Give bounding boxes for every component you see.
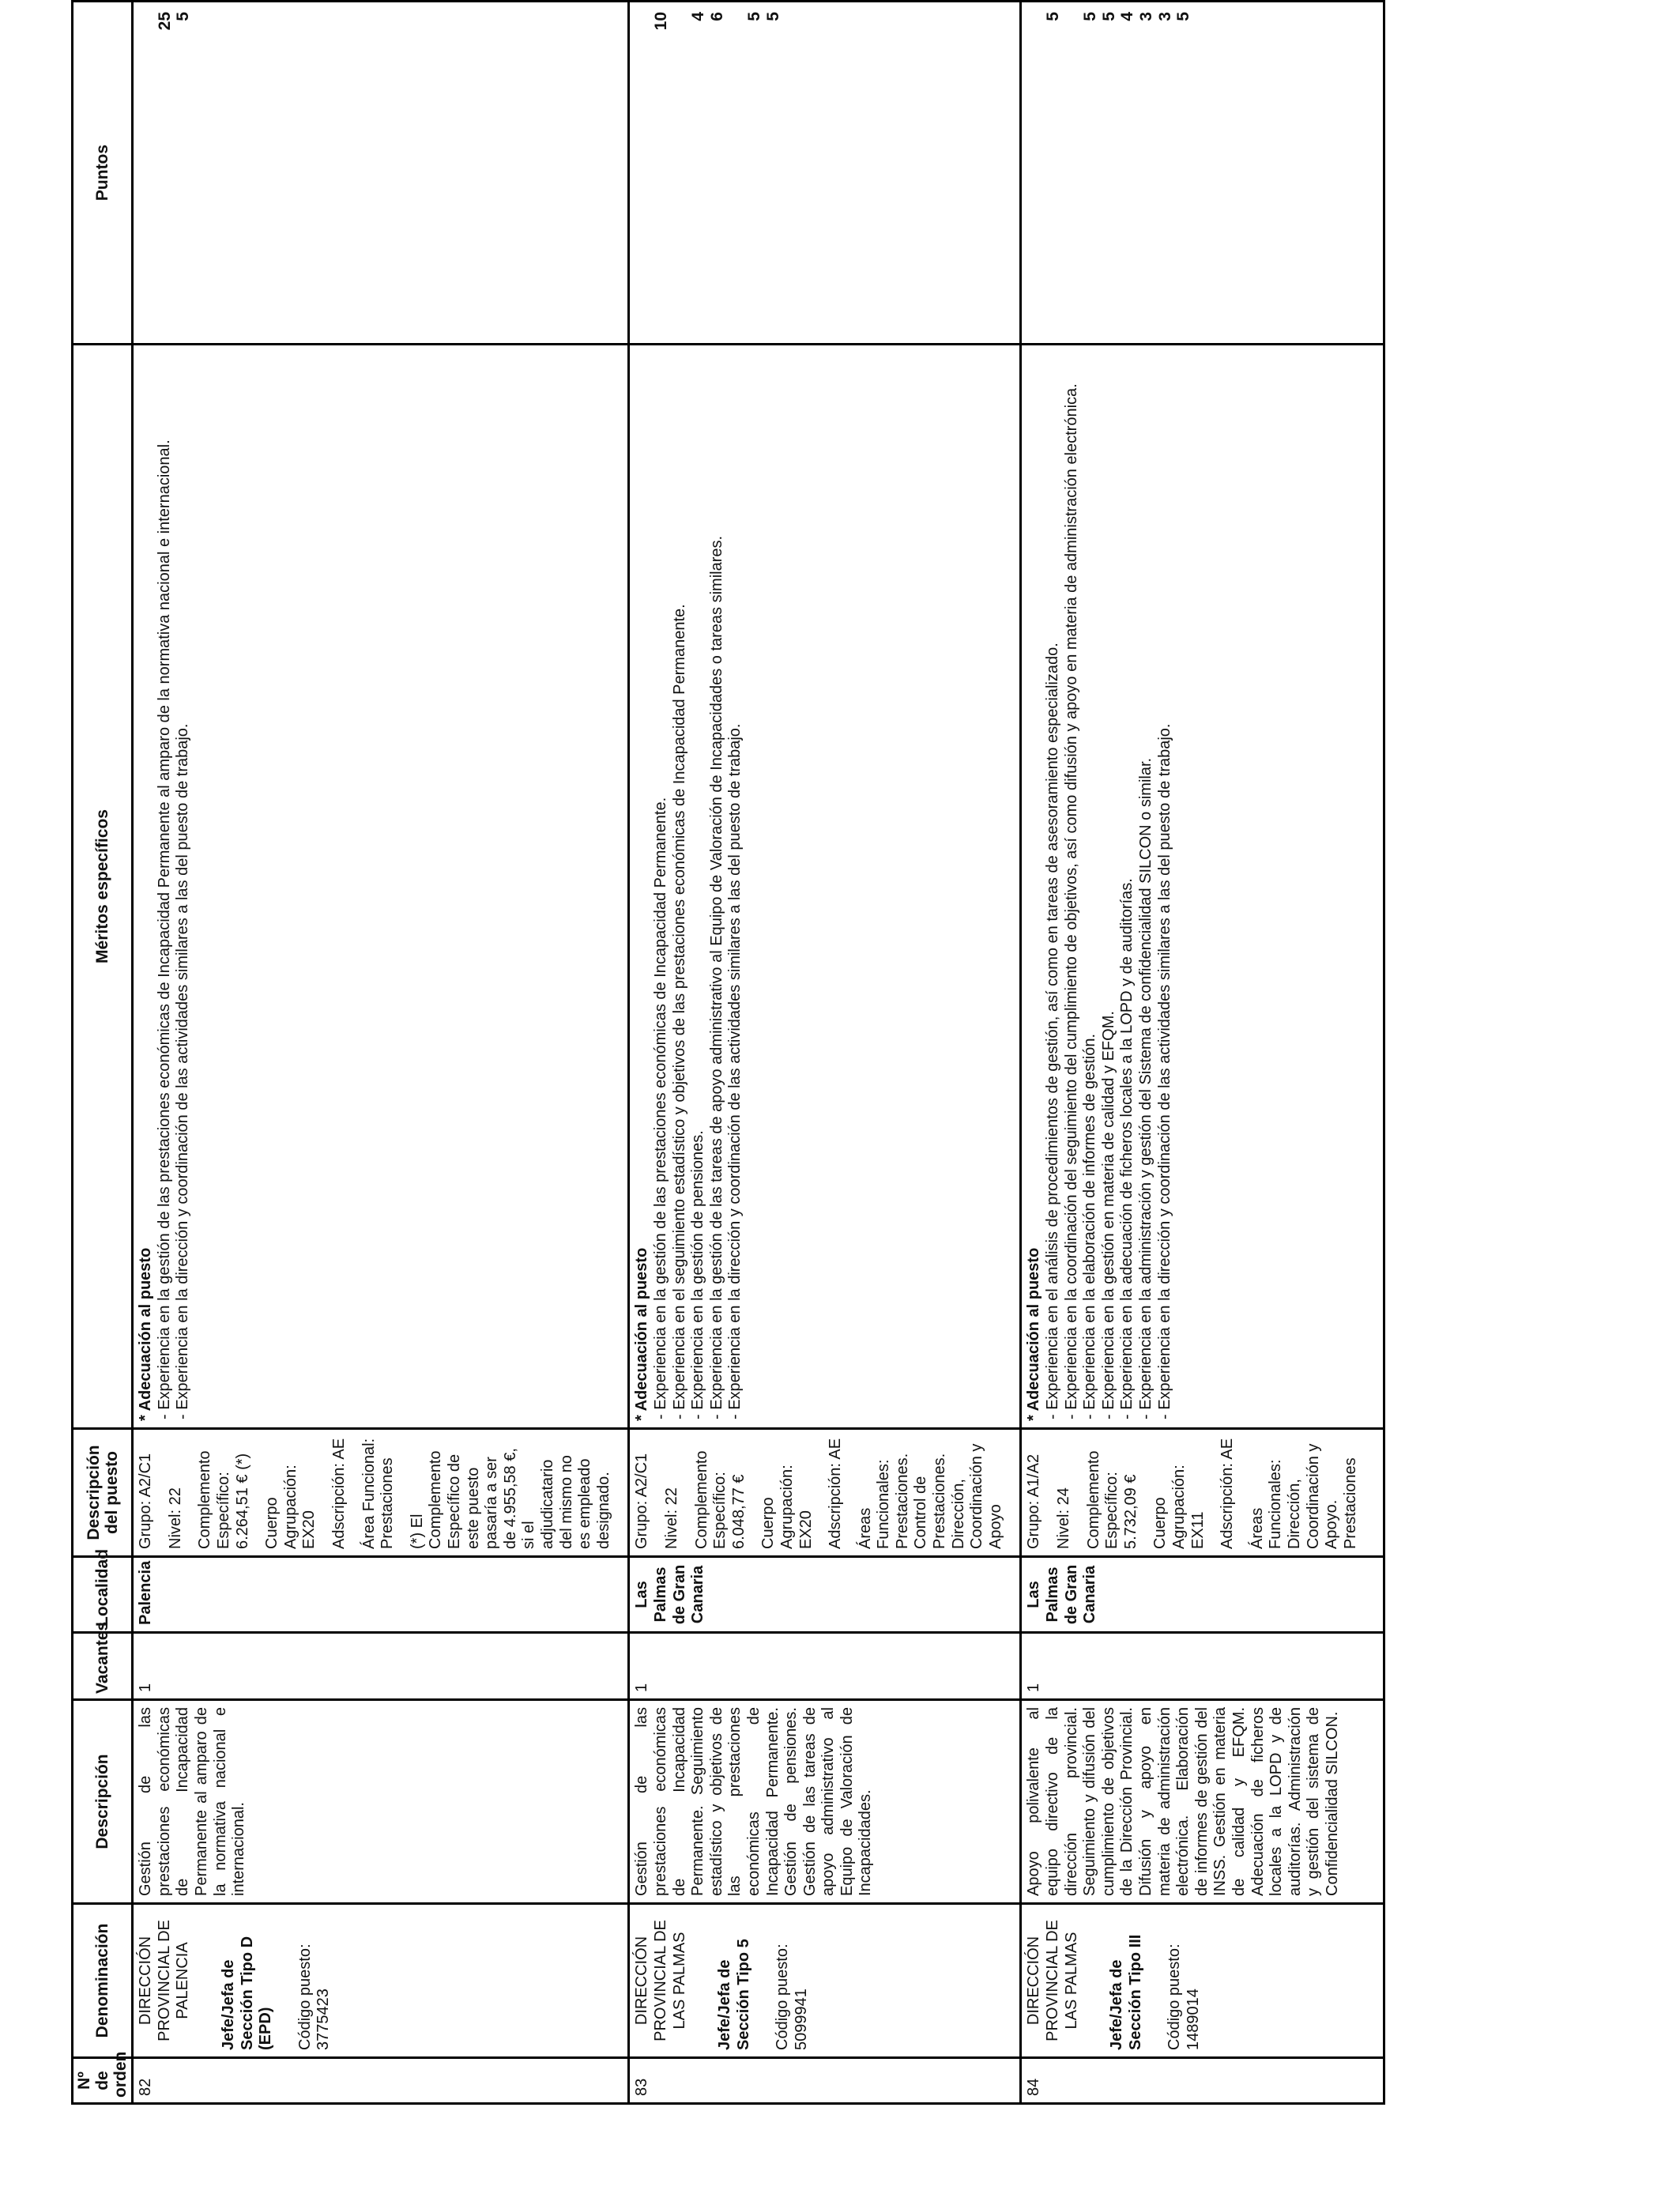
denominacion-cell (133, 1904, 629, 2058)
puntos-value: 4 (689, 12, 708, 21)
localidad-cell: Palencia (133, 1557, 629, 1633)
table-row (629, 2, 1021, 2104)
puntos-column (633, 9, 782, 337)
merito-item: - Experiencia en el seguimiento estadístico y objetivos de las prestaciones económicas de Incapacidad Permanente. (670, 604, 688, 1419)
codigo-puesto: Código puesto: 1489014 (1166, 1943, 1202, 2050)
puntos-value: 3 (1155, 12, 1174, 21)
vacantes-cell: 1 (1021, 1633, 1384, 1700)
orden-cell: 84 (1021, 2058, 1384, 2104)
header-denominacion: Denominación (73, 1904, 133, 2058)
direccion-text: DIRECCIÓN PROVINCIAL DE LAS PALMAS (1025, 1920, 1080, 2041)
descripcion-puesto-cell (133, 1429, 629, 1557)
puesto-detail: Complemento Específico: 6.264,51 € (*) (196, 1450, 251, 1549)
puntos-value: 5 (174, 12, 193, 21)
meritos-cell (1021, 345, 1384, 1429)
puntos-value: 5 (1081, 12, 1100, 21)
puesto-detail: Cuerpo Agrupación: EX20 (263, 1465, 318, 1549)
merito-item: - Experiencia en la adecuación de ficheros locales a la LOPD y de auditorías. (1118, 878, 1136, 1419)
puesto-detail: Nivel: 22 (662, 1487, 680, 1549)
meritos-cell (133, 345, 629, 1429)
vacantes-cell: 1 (629, 1633, 1021, 1700)
puntos-value: 5 (1044, 12, 1063, 21)
job-table (71, 0, 1385, 2105)
merito-item: - Experiencia en la gestión de pensiones. (689, 1130, 707, 1419)
meritos-cell (629, 345, 1021, 1429)
puntos-column (137, 9, 193, 337)
puntos-value (726, 9, 745, 12)
puesto-detail: Cuerpo Agrupación: EX11 (1151, 1465, 1207, 1549)
puntos-value: 10 (651, 12, 670, 31)
descripcion-cell: Gestión de las prestaciones económicas de Incapacidad Permanente al amparo de la normativa nacional e internacional. (133, 1700, 629, 1904)
descripcion-puesto-cell (629, 1429, 1021, 1557)
merito-item: - Experiencia en la dirección y coordinación de las actividades similares a las del puesto de trabajo. (726, 723, 744, 1419)
puntos-value (671, 9, 690, 12)
header-meritos: Méritos específicos (73, 345, 133, 1429)
table-body (133, 2, 1384, 2104)
header-descripcion: Descripción (73, 1700, 133, 1904)
puntos-column (1025, 9, 1192, 337)
puntos-value: 25 (155, 12, 174, 31)
puesto-detail: Grupo: A2/C1 (633, 1453, 651, 1549)
table-row (1021, 2, 1384, 2104)
merito-item: - Experiencia en la dirección y coordinación de las actividades similares a las del puesto de trabajo. (174, 723, 192, 1419)
descripcion-cell: Gestión de las prestaciones económicas de Incapacidad Permanente. Seguimiento estadístico y objetivos de las prestaciones económicas de Incapacidad Permanente. Gestión de pensiones. Gestión de las tareas de apoyo administrativo al Equipo de Valoración de Incapacidades. (629, 1700, 1021, 1904)
direccion-text: DIRECCIÓN PROVINCIAL DE PALENCIA (137, 1920, 192, 2041)
merito-item: - Experiencia en la gestión de las prestaciones económicas de Incapacidad Permanente al amparo de la normativa nacional e internacional. (155, 439, 173, 1419)
puesto-detail: Complemento Específico: 6.048,77 € (692, 1450, 748, 1549)
puesto-detail: Grupo: A1/A2 (1025, 1453, 1043, 1549)
puntos-cell (1021, 2, 1384, 345)
puesto-detail: Área Funcional: Prestaciones (360, 1438, 397, 1549)
meritos-heading: * Adecuación al puesto (633, 1247, 651, 1421)
rotated-sheet (71, 2, 1359, 2105)
header-localidad: Localidad (73, 1557, 133, 1633)
header-row (73, 2, 133, 2104)
puesto-detail: Adscripción: AE (827, 1438, 845, 1549)
puntos-value: 5 (763, 12, 782, 21)
jefe-title: Jefe/Jefa de Sección Tipo III (1108, 1934, 1144, 2050)
puesto-detail: Cuerpo Agrupación: EX20 (759, 1465, 815, 1549)
header-descripcion-puesto: Descripción del puesto (73, 1429, 133, 1557)
merito-item: - Experiencia en la administración y gestión del Sistema de confidencialidad SILCON o similar. (1137, 757, 1155, 1419)
orden-cell: 82 (133, 2058, 629, 2104)
puntos-value (137, 9, 156, 12)
merito-item: - Experiencia en la gestión de las prestaciones económicas de Incapacidad Permanente. (651, 797, 669, 1419)
denominacion-cell (629, 1904, 1021, 2058)
puntos-value: 6 (707, 12, 726, 21)
vacantes-cell: 1 (133, 1633, 629, 1700)
puntos-value (1063, 9, 1082, 12)
puntos-value: 5 (1174, 12, 1193, 21)
merito-item: - Experiencia en la coordinación del seguimiento del cumplimiento de objetivos, así como difusión y apoyo en materia de administración electrónica. (1062, 383, 1080, 1419)
table-row (133, 2, 629, 2104)
puesto-detail: Complemento Específico: 5.732,09 € (1084, 1450, 1139, 1549)
codigo-puesto: Código puesto: 5099941 (774, 1943, 810, 2050)
puntos-value: 3 (1137, 12, 1155, 21)
puntos-value (633, 9, 652, 12)
meritos-heading: * Adecuación al puesto (1025, 1247, 1043, 1421)
descripcion-puesto-cell (1021, 1429, 1384, 1557)
descripcion-cell: Apoyo polivalente al equipo directivo de la dirección provincial. Seguimiento y difusión del cumplimiento de objetivos de la Dirección Provincial. Difusión y apoyo en materia de administración electrónica. Elaboración de informes de gestión del INSS. Gestión en materia de calidad y EFQM. Adecuación de ficheros locales a la LOPD y de auditorías. Administración y gestión del sistema de Confidencialidad SILCON. (1021, 1700, 1384, 1904)
jefe-title: Jefe/Jefa de Sección Tipo D (EPD) (220, 1936, 275, 2050)
header-puntos: Puntos (73, 2, 133, 345)
localidad-cell: Las Palmas de Gran Canaria (629, 1557, 1021, 1633)
header-vacantes: Vacantes (73, 1633, 133, 1700)
puesto-detail: Áreas Funcionales: Dirección, Coordinación y Apoyo. Prestaciones (1248, 1443, 1359, 1549)
puntos-value: 4 (1118, 12, 1137, 21)
merito-item: - Experiencia en la dirección y coordinación de las actividades similares a las del puesto de trabajo. (1155, 723, 1173, 1419)
meritos-heading: * Adecuación al puesto (137, 1247, 155, 1421)
jefe-title: Jefe/Jefa de Sección Tipo 5 (716, 1939, 752, 2050)
puesto-detail: Nivel: 24 (1055, 1487, 1073, 1549)
puesto-detail: Adscripción: AE (1219, 1438, 1237, 1549)
denominacion-cell (1021, 1904, 1384, 2058)
merito-item: - Experiencia en la gestión en materia de calidad y EFQM. (1099, 1011, 1117, 1419)
puntos-value (1025, 9, 1044, 12)
header-orden: Nº de orden (73, 2058, 133, 2104)
puntos-value: 5 (744, 12, 763, 21)
merito-item: - Experiencia en el análisis de procedimientos de gestión, así como en tareas de asesoramiento especializado. (1044, 643, 1062, 1419)
merito-item: - Experiencia en la elaboración de informes de gestión. (1081, 1033, 1099, 1419)
codigo-puesto: Código puesto: 3775423 (296, 1943, 333, 2050)
puesto-detail: Grupo: A2/C1 (137, 1453, 155, 1549)
puntos-cell (629, 2, 1021, 345)
orden-cell: 83 (629, 2058, 1021, 2104)
puesto-detail: Nivel: 22 (166, 1487, 184, 1549)
merito-item: - Experiencia en la gestión de las tareas de apoyo administrativo al Equipo de Valoración de Incapacidades o tareas similares. (707, 535, 725, 1419)
puntos-value: 5 (1099, 12, 1118, 21)
localidad-cell: Las Palmas de Gran Canaria (1021, 1557, 1384, 1633)
direccion-text: DIRECCIÓN PROVINCIAL DE LAS PALMAS (633, 1920, 688, 2041)
puesto-detail: Áreas Funcionales: Prestaciones. Control de Prestaciones. Dirección, Coordinación y Apoyo (856, 1443, 1004, 1549)
puesto-detail: Adscripción: AE (330, 1438, 348, 1549)
puntos-cell (133, 2, 629, 345)
puesto-detail: (*) El Complemento Específico de este puesto pasaría a ser de 4.955,58 €, si el adjudicatario del mismo no es empleado designado. (408, 1448, 612, 1549)
